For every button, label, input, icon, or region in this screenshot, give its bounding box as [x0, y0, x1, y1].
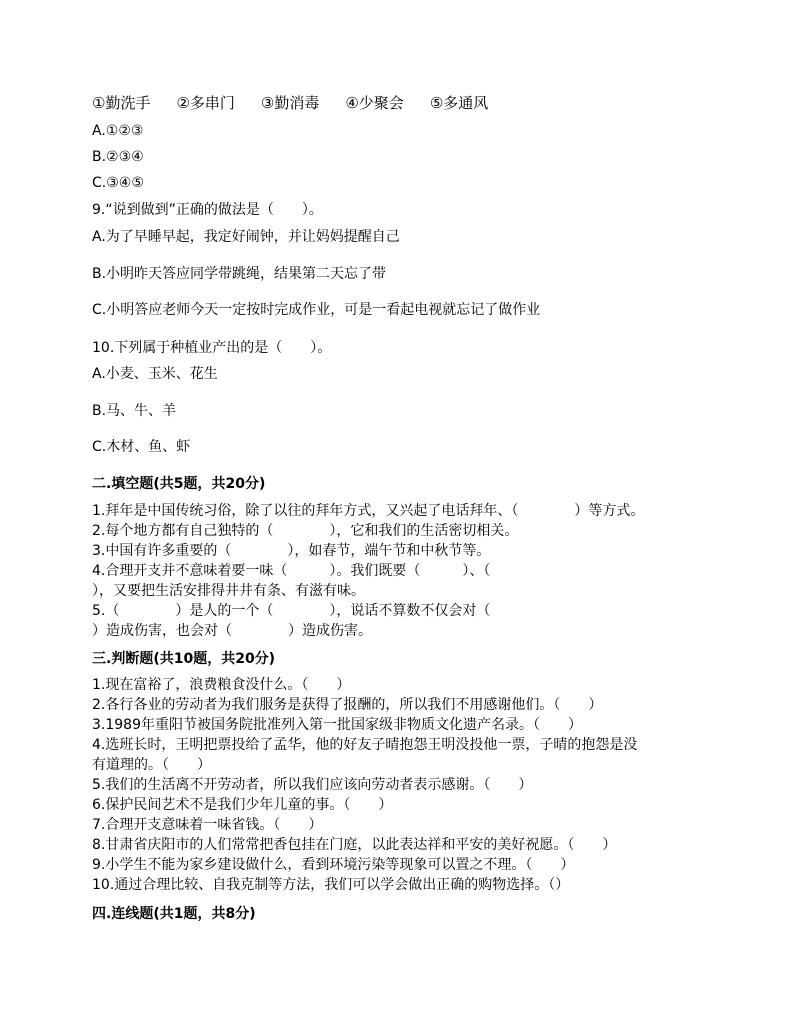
q10-choice-c: C.木材、鱼、虾: [92, 439, 191, 455]
fill-line: 1.拜年是中国传统习俗，除了以往的拜年方式，又兴起了电话拜年、（ ）等方式。: [92, 503, 645, 519]
fill-line: 5.（ ）是人的一个（ ），说话不算数不仅会对（: [92, 603, 491, 619]
judge-line: 8.甘肃省庆阳市的人们常常把香包挂在门庭，以此表达祥和平安的美好祝愿。（ ）: [92, 837, 617, 853]
q8-choice-a: A.①②③: [92, 123, 144, 139]
q9-choice-a: A.为了早睡早起，我定好闹钟，并让妈妈提醒自己: [92, 229, 400, 245]
section-3-title: 三.判断题(共10题，共20分): [92, 651, 276, 667]
q9-choice-b: B.小明昨天答应同学带跳绳，结果第二天忘了带: [92, 266, 387, 282]
fill-line: 4.合理开支并不意味着要一味（ ）。我们既要（ ）、（: [92, 563, 491, 579]
section-2-title: 二.填空题(共5题，共20分): [92, 476, 266, 492]
judge-line: 9.小学生不能为家乡建设做什么，看到环境污染等现象可以置之不理。（ ）: [92, 857, 575, 873]
option-item: ③勤消毒: [260, 94, 320, 112]
q10-choice-b: B.马、牛、羊: [92, 403, 177, 419]
fill-line: ），又要把生活安排得井井有条、有滋有味。: [92, 583, 365, 599]
judge-line: 2.各行各业的劳动者为我们服务是获得了报酬的，所以我们不用感谢他们。（ ）: [92, 697, 603, 713]
judge-line: 4.选班长时，王明把票投给了孟华，他的好友子晴抱怨王明没投他一票，子晴的抱怨是没: [92, 737, 638, 753]
judge-line: 有道理的。（ ）: [92, 757, 211, 773]
judge-line: 10.通过合理比较、自我克制等方法，我们可以学会做出正确的购物选择。（）: [92, 877, 570, 893]
q10-stem: 10.下列属于种植业产出的是（ ）。: [92, 340, 332, 356]
option-item: ②多串门: [176, 94, 235, 112]
section-4-title: 四.连线题(共1题，共8分): [92, 906, 256, 922]
q9-stem: 9.“说到做到”正确的做法是（ ）。: [92, 202, 323, 218]
q9-choice-c: C.小明答应老师今天一定按时完成作业，可是一看起电视就忘记了做作业: [92, 302, 541, 318]
q8-choice-b: B.②③④: [92, 149, 144, 165]
option-item: ④少聚会: [345, 94, 404, 112]
judge-line: 1.现在富裕了，浪费粮食没什么。（ ）: [92, 677, 351, 693]
judge-line: 5.我们的生活离不开劳动者，所以我们应该向劳动者表示感谢。（ ）: [92, 777, 533, 793]
fill-line: ）造成伤害，也会对（ ）造成伤害。: [92, 623, 372, 639]
q8-choice-c: C.③④⑤: [92, 175, 144, 191]
judge-line: 7.合理开支意味着一味省钱。（ ）: [92, 817, 323, 833]
option-item: ⑤多通风: [429, 94, 489, 112]
judge-line: 3.1989年重阳节被国务院批准列入第一批国家级非物质文化遗产名录。（ ）: [92, 717, 582, 733]
option-item: ①勤洗手: [92, 94, 151, 112]
fill-line: 2.每个地方都有自己独特的（ ），它和我们的生活密切相关。: [92, 523, 519, 539]
judge-line: 6.保护民间艺术不是我们少年儿童的事。（ ）: [92, 797, 393, 813]
q10-choice-a: A.小麦、玉米、花生: [92, 366, 218, 382]
fill-line: 3.中国有许多重要的（ ），如春节，端午节和中秋节等。: [92, 543, 491, 559]
q8-options-row: [92, 93, 514, 113]
